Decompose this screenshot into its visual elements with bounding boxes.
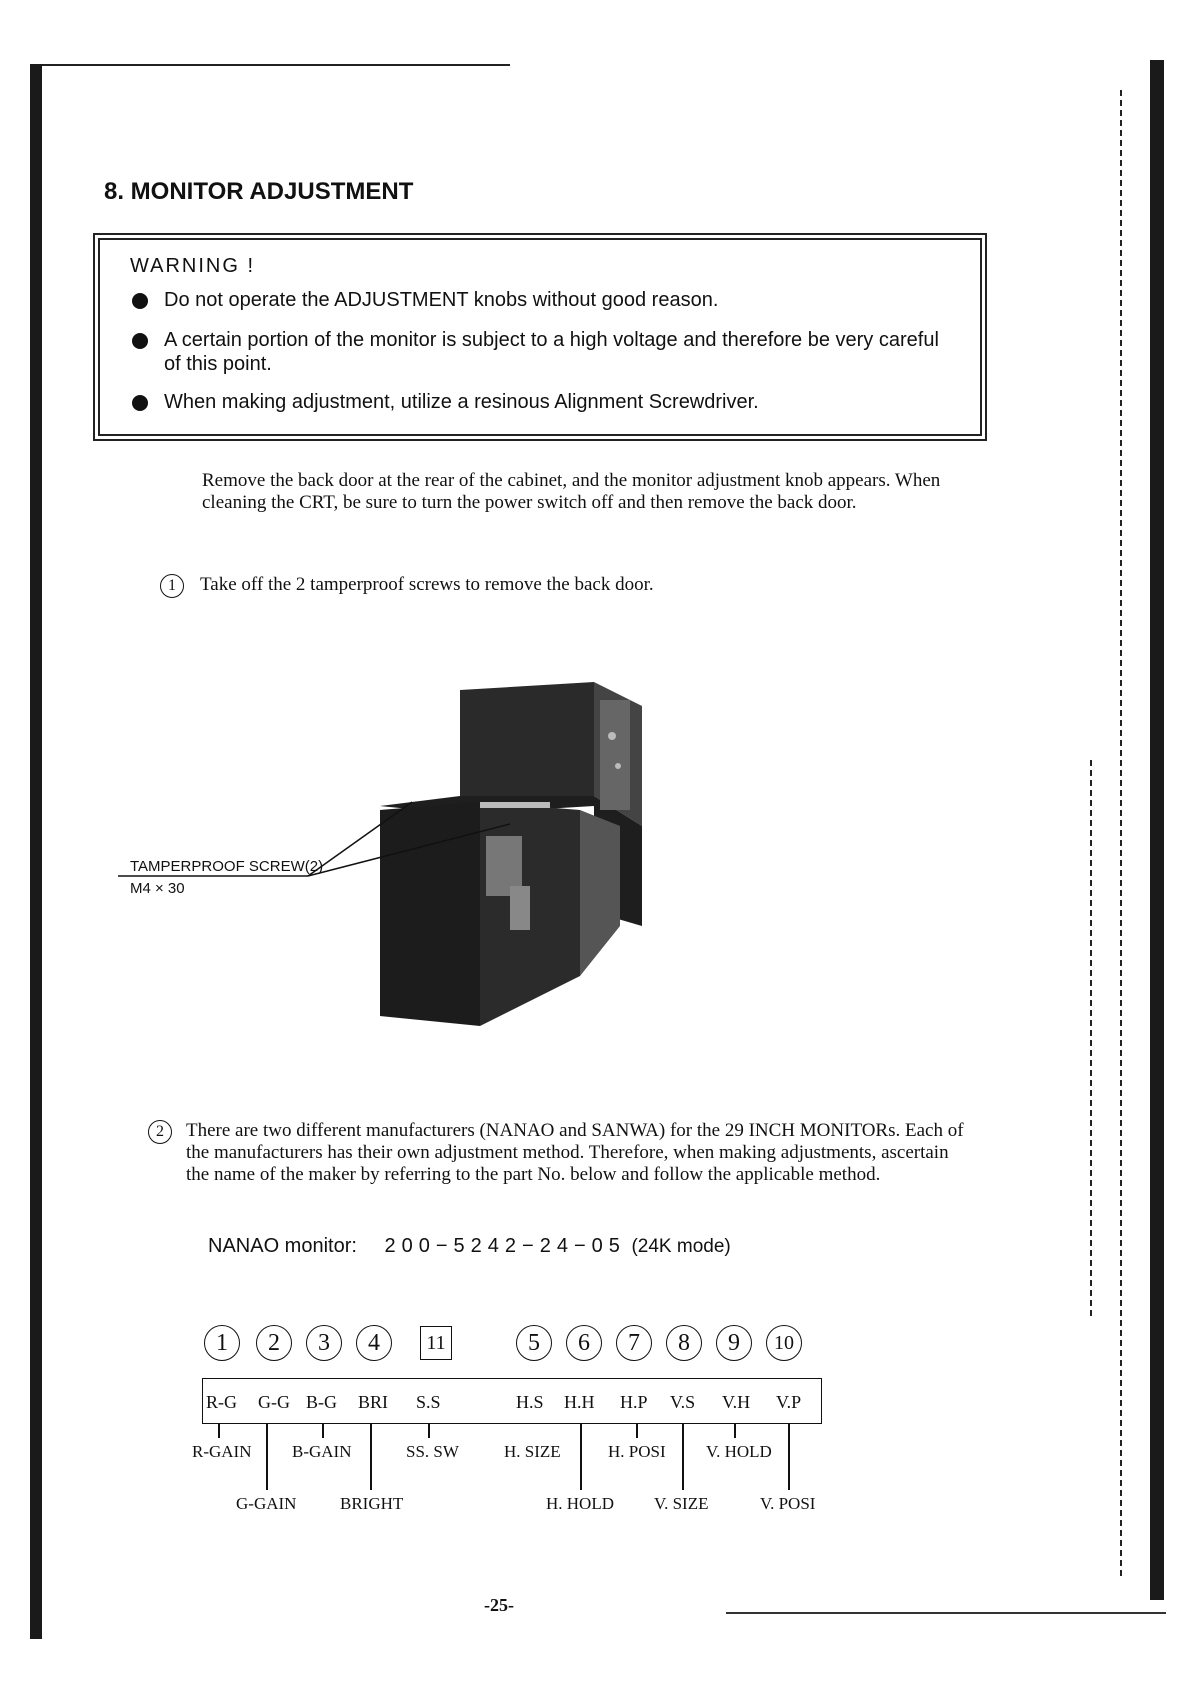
knob-code: H.H (564, 1392, 595, 1412)
knob-label: H. POSI (608, 1442, 666, 1461)
knob-code: B-G (306, 1392, 337, 1412)
step-text: There are two different manufacturers (NANAO and SANWA) for the 29 INCH MONITORs. Each of the manufacturers has their own adjustment method. Therefore, when making adjustments, ascertain the name of the maker by referring to the part No. below and follow the applicable method. (186, 1120, 964, 1185)
knob-code: G-G (258, 1392, 290, 1412)
page-title: 8. MONITOR ADJUSTMENT (104, 178, 414, 205)
knob-number: 9 (716, 1325, 752, 1361)
connector-line (218, 1424, 220, 1438)
nanao-label: NANAO monitor: (208, 1235, 357, 1257)
callout-label: TAMPERPROOF SCREW(2) (130, 858, 324, 875)
connector-line (734, 1424, 736, 1438)
knob-number: 3 (306, 1325, 342, 1361)
connector-line (370, 1424, 372, 1490)
knob-number: 6 (566, 1325, 602, 1361)
knob-number: 1 (204, 1325, 240, 1361)
cabinet-top (460, 682, 594, 806)
knob-label: G-GAIN (236, 1494, 297, 1513)
knob-label: V. POSI (760, 1494, 816, 1513)
page-edge-dashes-2 (1090, 760, 1092, 1320)
page-frame-left (30, 64, 42, 1639)
knob-number: 8 (666, 1325, 702, 1361)
knob-label: BRIGHT (340, 1494, 404, 1513)
warning-heading: WARNING ! (130, 255, 256, 277)
knob-label: H. HOLD (546, 1494, 614, 1513)
knob-label: V. SIZE (654, 1494, 709, 1513)
knob-number: 2 (256, 1325, 292, 1361)
nanao-part-number: 200−5242−24−05 (384, 1235, 626, 1257)
bullet-icon (132, 395, 148, 411)
knob-number: 10 (766, 1325, 802, 1361)
knob-label: H. SIZE (504, 1442, 561, 1461)
knob-code: H.P (620, 1392, 648, 1412)
page-number: -25- (484, 1595, 514, 1615)
knob-label: SS. SW (406, 1442, 459, 1461)
knob-number: 11 (420, 1326, 452, 1360)
connector-line (428, 1424, 430, 1438)
connector-line (788, 1424, 790, 1490)
intro-paragraph: Remove the back door at the rear of the cabinet, and the monitor adjustment knob appears. When cleaning the CRT, be sure to turn the power switch off and then remove the back door. (202, 470, 941, 513)
knob-code: V.S (670, 1392, 696, 1412)
screw-icon (615, 763, 621, 769)
step-text: Take off the 2 tamperproof screws to remove the back door. (200, 574, 654, 595)
knob-label: V. HOLD (706, 1442, 772, 1461)
knob-label: B-GAIN (292, 1442, 352, 1461)
callout-sublabel: M4 × 30 (130, 880, 185, 897)
connector-line (322, 1424, 324, 1438)
screw-icon (608, 732, 616, 740)
nanao-mode: (24K mode) (631, 1236, 731, 1257)
step-1 (160, 574, 980, 600)
connector-line (682, 1424, 684, 1490)
page-frame-top (34, 64, 510, 66)
warning-item-text: Do not operate the ADJUSTMENT knobs without good reason. (164, 289, 719, 311)
connector-line (580, 1424, 582, 1490)
knob-number: 7 (616, 1325, 652, 1361)
page-binding-edge (1150, 60, 1164, 1600)
connector-line (636, 1424, 638, 1438)
knob-code: V.H (722, 1392, 751, 1412)
knob-code: BRI (358, 1392, 389, 1412)
knob-code: H.S (516, 1392, 544, 1412)
knob-code: V.P (776, 1392, 802, 1412)
warning-box (98, 238, 982, 436)
cabinet-side-lower (580, 810, 620, 976)
bullet-icon (132, 293, 148, 309)
page-edge-dashes (1120, 90, 1122, 1580)
connector-line (266, 1424, 268, 1490)
knob-code: S.S (416, 1392, 441, 1412)
knob-code: R-G (206, 1392, 237, 1412)
side-board (600, 700, 630, 810)
page-frame-bottom (726, 1612, 1166, 1614)
bullet-icon (132, 333, 148, 349)
knob-label: R-GAIN (192, 1442, 252, 1461)
warning-item-text: A certain portion of the monitor is subject to a high voltage and therefore be very careful of this point. (164, 329, 939, 375)
step-number: 2 (148, 1120, 172, 1144)
nanao-part-line (208, 1235, 731, 1258)
knob-number: 5 (516, 1325, 552, 1361)
step-number: 1 (160, 574, 184, 598)
step-2 (148, 1120, 978, 1220)
warning-item-text: When making adjustment, utilize a resinous Alignment Screwdriver. (164, 391, 759, 413)
knob-number: 4 (356, 1325, 392, 1361)
